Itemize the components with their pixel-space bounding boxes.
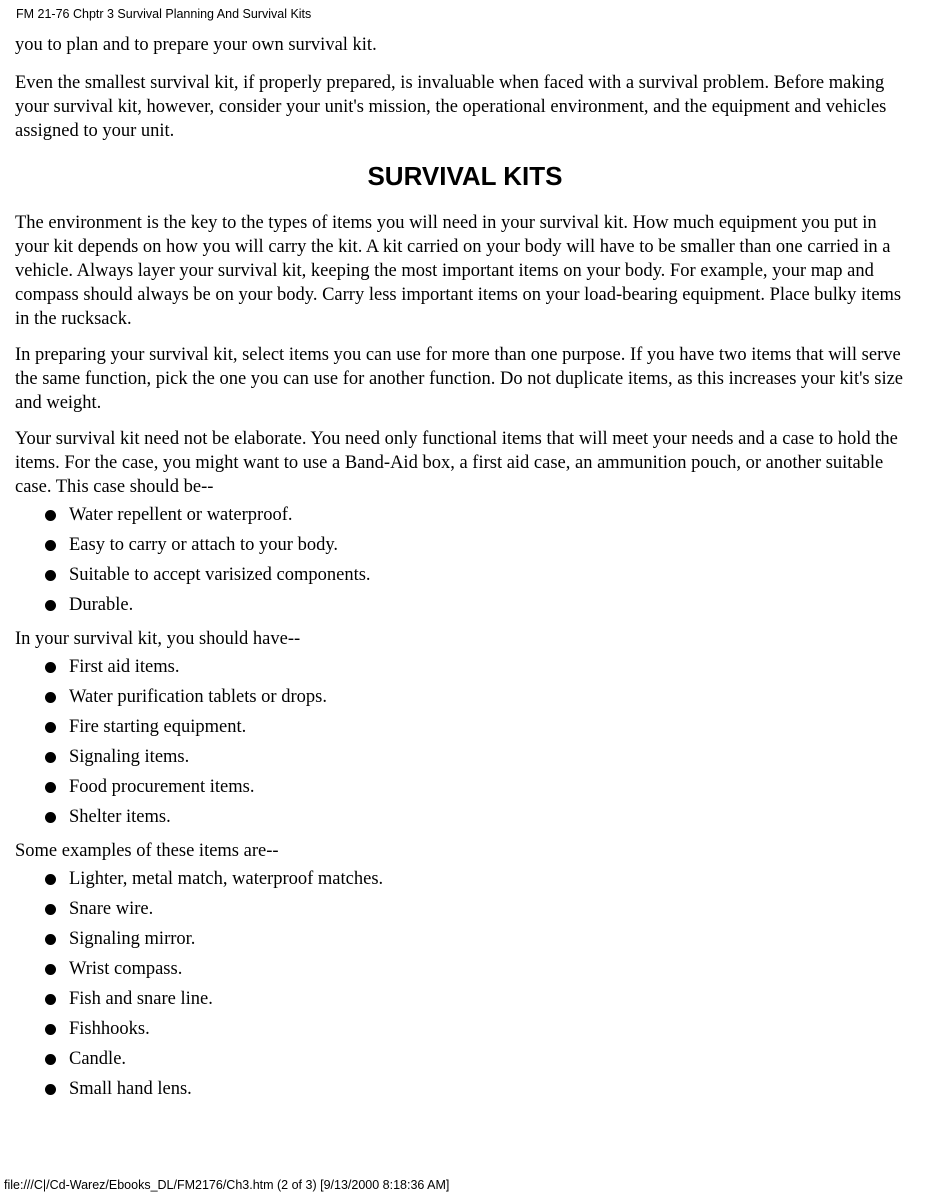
examples-list (15, 864, 915, 1104)
list-item: Water repellent or waterproof. (15, 500, 915, 530)
bullet-icon (45, 782, 56, 793)
list-item: Fishhooks. (15, 1014, 915, 1044)
bullet-icon (45, 540, 56, 551)
bullet-icon (45, 904, 56, 915)
bullet-icon (45, 600, 56, 611)
bullet-icon (45, 570, 56, 581)
paragraph-case: Your survival kit need not be elaborate. You need only functional items that will meet your needs and a case to hold the items. For the case, you might want to use a Band-Aid box, a first aid case, an ammunition pouch, or another suitable case. This case should be-- (15, 429, 898, 497)
list-item: Suitable to accept varisized components. (15, 560, 915, 590)
bullet-icon (45, 692, 56, 703)
section-title: SURVIVAL KITS (367, 161, 563, 191)
list-item: Fish and snare line. (15, 984, 915, 1014)
bullet-icon (45, 874, 56, 885)
paragraph-preparing: In preparing your survival kit, select items you can use for more than one purpose. If you have two items that will serve the same function, pick the one you can use for another function. Do not duplicate items, as this increases your kit's size and weight. (15, 345, 904, 413)
bullet-icon (45, 964, 56, 975)
list-item: Water purification tablets or drops. (15, 682, 915, 712)
bullet-icon (45, 1084, 56, 1095)
bullet-icon (45, 1054, 56, 1065)
kit-contents-intro: In your survival kit, you should have-- (15, 629, 301, 649)
bullet-icon (45, 812, 56, 823)
list-item: Signaling items. (15, 742, 915, 772)
list-item: Small hand lens. (15, 1074, 915, 1104)
intro-paragraph: Even the smallest survival kit, if properly prepared, is invaluable when faced with a survival problem. Before making your survival kit, however, consider your unit's mission, the operational environment, and the equipment and vehicles assigned to your unit. (15, 73, 887, 141)
list-item: Snare wire. (15, 894, 915, 924)
paragraph-environment: The environment is the key to the types of items you will need in your survival kit. How much equipment you put in your kit depends on how you will carry the kit. A kit carried on your body will have to be smaller than one carried in a vehicle. Always layer your survival kit, keeping the most important items on your body. For example, your map and compass should always be on your body. Carry less important items on your load-bearing equipment. Place bulky items in the rucksack. (15, 213, 902, 329)
bullet-icon (45, 510, 56, 521)
list-item: Shelter items. (15, 802, 915, 832)
bullet-icon (45, 752, 56, 763)
list-item: Candle. (15, 1044, 915, 1074)
list-item: Durable. (15, 590, 915, 620)
page-footer: file:///C|/Cd-Warez/Ebooks_DL/FM2176/Ch3.htm (2 of 3) [9/13/2000 8:18:36 AM] (4, 1178, 450, 1192)
document-body (15, 33, 915, 1111)
kit-contents-list (15, 652, 915, 832)
list-item: Wrist compass. (15, 954, 915, 984)
list-item: Fire starting equipment. (15, 712, 915, 742)
list-item: First aid items. (15, 652, 915, 682)
page-header: FM 21-76 Chptr 3 Survival Planning And Survival Kits (16, 7, 312, 21)
examples-intro: Some examples of these items are-- (15, 841, 279, 861)
bullet-icon (45, 994, 56, 1005)
list-item: Lighter, metal match, waterproof matches. (15, 864, 915, 894)
bullet-icon (45, 1024, 56, 1035)
bullet-icon (45, 722, 56, 733)
continuation-text: you to plan and to prepare your own survival kit. (15, 35, 377, 55)
list-item: Food procurement items. (15, 772, 915, 802)
list-item: Signaling mirror. (15, 924, 915, 954)
case-requirements-list (15, 500, 915, 620)
bullet-icon (45, 662, 56, 673)
bullet-icon (45, 934, 56, 945)
list-item: Easy to carry or attach to your body. (15, 530, 915, 560)
